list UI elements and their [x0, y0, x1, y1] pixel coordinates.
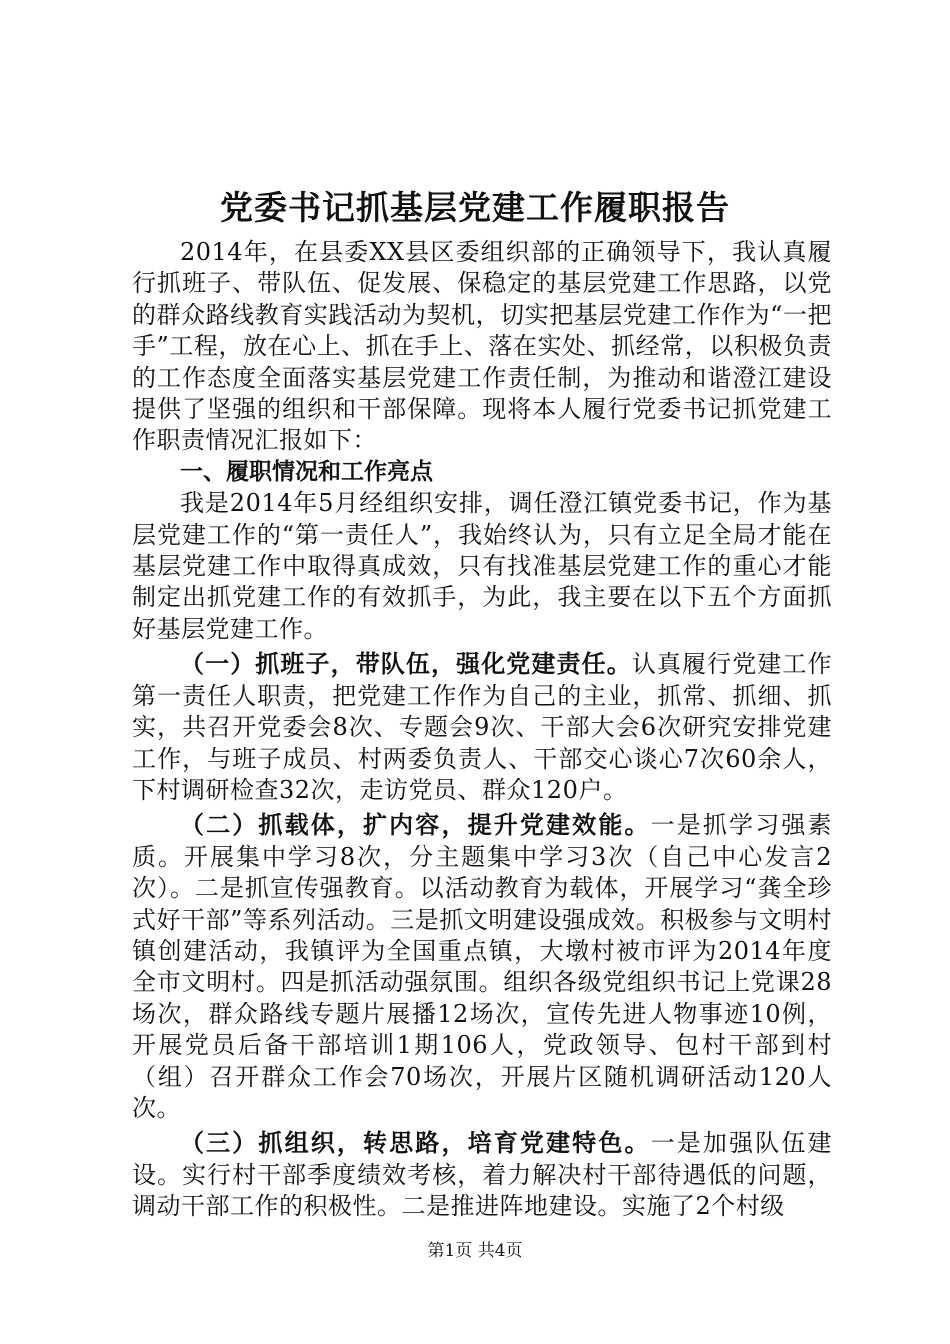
item-lead-1: （一）抓班子，带队伍，强化党建责任。 — [180, 650, 632, 679]
section-heading: 一、履职情况和工作亮点 — [180, 458, 433, 485]
page-number-footer: 第1页 共4页 — [427, 1241, 523, 1261]
item-lead-3: （三）抓组织，转思路，培育党建特色。 — [180, 1129, 651, 1158]
item-lead-2: （二）抓载体，扩内容，提升党建效能。 — [180, 811, 651, 840]
item-body-3: 一是加强队伍建设。实行村干部季度绩效考核，着力解决村干部待遇低的问题，调动干部工作的积极性。二是推进阵地建设。实施了2个村级 — [132, 1129, 832, 1221]
item-paragraph-1 — [132, 649, 832, 806]
document-body — [132, 237, 832, 1223]
item-body-2: 一是抓学习强素质。开展集中学习8次，分主题集中学习3次（自己中心发言2次）。二是抓宣传强教育。以活动教育为载体，开展学习“龚全珍式好干部”等系列活动。三是抓文明建设强成效。积极参与文明村镇创建活动，我镇评为全国重点镇，大墩村被市评为2014年度全市文明村。四是抓活动强氛围。组织各级党组织书记上党课28场次，群众路线专题片展播12场次，宣传先进人物事迹10例，开展党员后备干部培训1期106人，党政领导、包村干部到村（组）召开群众工作会70场次，开展片区随机调研活动120人次。 — [132, 811, 832, 1122]
item-paragraph-2 — [132, 810, 832, 1124]
intro-paragraph: 2014年，在县委XX县区委组织部的正确领导下，我认真履行抓班子、带队伍、促发展、保稳定的基层党建工作思路，以党的群众路线教育实践活动为契机，切实把基层党建工作作为“一把手”工程，放在心上、抓在手上、落在实处、抓经常，以积极负责的工作态度全面落实基层党建工作责任制，为推动和谐澄江建设提供了坚强的组织和干部保障。现将本人履行党委书记抓党建工作职责情况汇报如下： — [132, 238, 832, 455]
document-title: 党委书记抓基层党建工作履职报告 — [220, 188, 730, 227]
section-paragraph: 我是2014年5月经组织安排，调任澄江镇党委书记，作为基层党建工作的“第一责任人”，我始终认为，只有立足全局才能在基层党建工作中取得真成效，只有找准基层党建工作的重心才能制定出抓党建工作的有效抓手，为此，我主要在以下五个方面抓好基层党建工作。 — [132, 489, 832, 643]
item-body-1: 认真履行党建工作第一责任人职责，把党建工作作为自己的主业，抓常、抓细、抓实，共召开党委会8次、专题会9次、干部大会6次研究安排党建工作，与班子成员、村两委负责人、干部交心谈心7次60余人，下村调研检查32次，走访党员、群众120户。 — [132, 650, 833, 804]
item-paragraph-3 — [132, 1128, 832, 1222]
